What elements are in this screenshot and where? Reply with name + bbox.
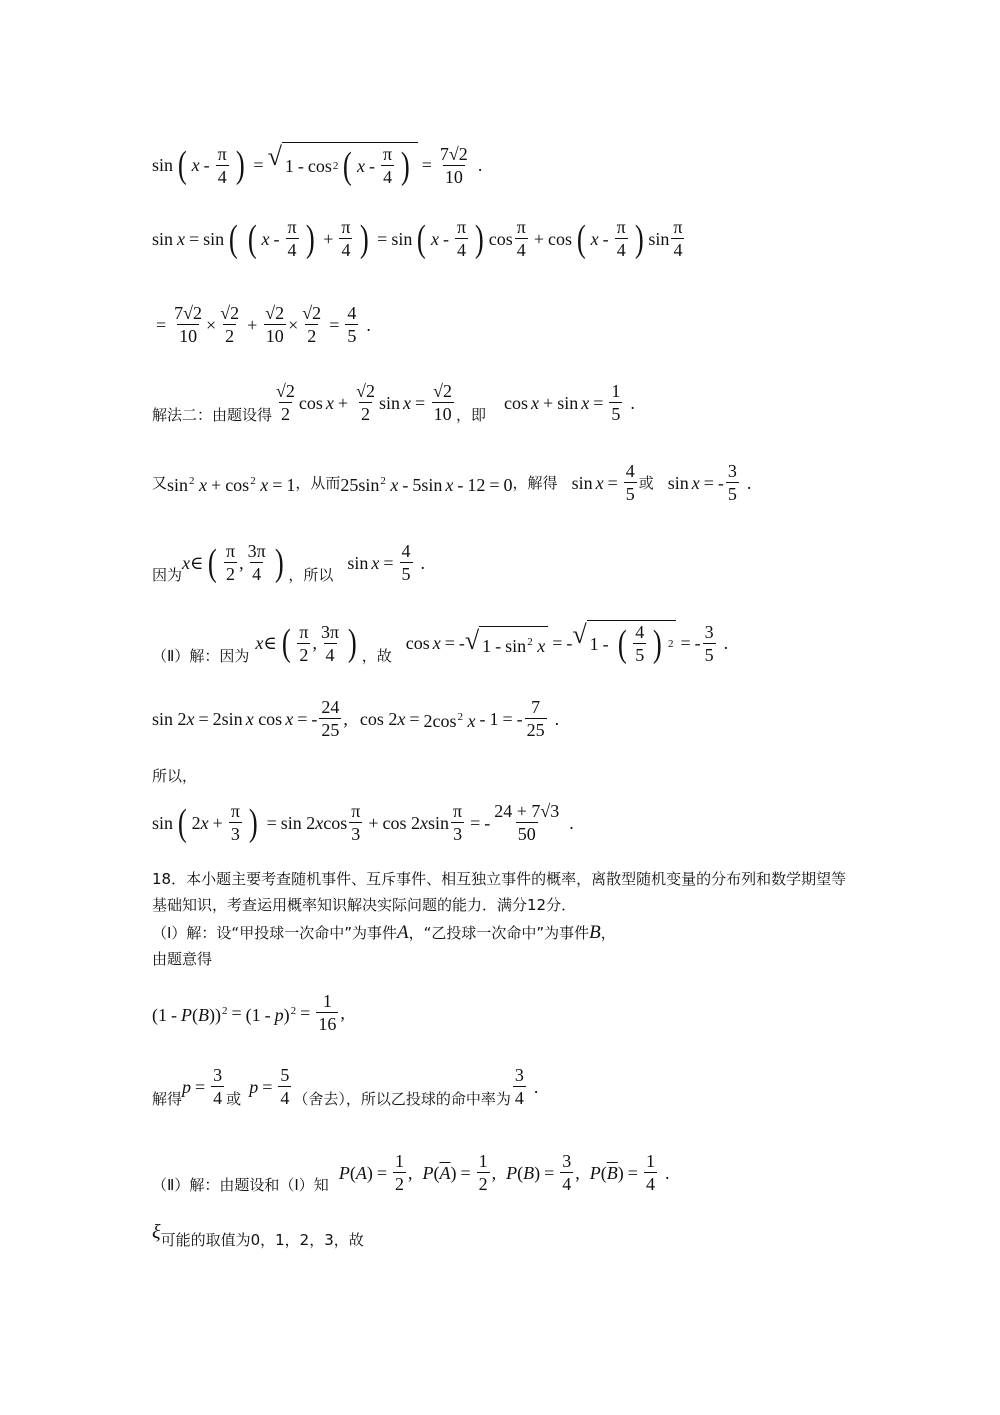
equation-prob-squared: (1 - P(B))$^2$ = (1 - p)$^2$ = $\frac{1}{16}$ , xyxy=(152,991,345,1034)
question-18-part1: （Ⅰ）解：设“甲投球一次命中”为事件A，“乙投球一次命中”为事件B， xyxy=(152,922,616,943)
because-line: 因为 x ∈ ( $\frac{\pi}{2}$ , $\frac{3\pi}{4}$ ) ，所以 sin x = $\frac{4}{5}$ . xyxy=(152,541,426,584)
equation-sin-value: = $\frac{7√2}{10}$ × $\frac{√2}{2}$ + $\frac{√2}{10}$ × $\frac{√2}{2}$ = $\frac{4}{5}$ . xyxy=(156,303,371,346)
question-18-given: 由题意得 xyxy=(152,950,213,968)
because-label: 因为 xyxy=(152,566,183,584)
q18-part1-b: ，“乙投球一次命中”为事件 xyxy=(408,924,590,942)
q18-part2-line: （Ⅱ）解：由题设和（Ⅰ）知 P ( A ) = $\frac{1}{2}$ , P ( $\overline{A}$ ) = $\frac{1}{2}$ , P ( B ) = $\frac{3}{4}$ , P ( $\overline{B}$ ) = $\frac{1}{4}$ . xyxy=(152,1151,670,1194)
question-18-intro: 18．本小题主要考查随机事件、互斥事件、相互独立事件的概率，离散型随机变量的分布列和数学期望等基础知识，考查运用概率知识解决实际问题的能力．满分12分． xyxy=(152,870,847,914)
you-mid: ，从而 xyxy=(295,473,341,492)
q18-solve-line: 解得 p = $\frac{3}{4}$ 或 p = $\frac{5}{4}$ （舍去），所以乙投球的命中率为 $\frac{3}{4}$ . xyxy=(152,1065,539,1108)
q18-part1-a: （Ⅰ）解：设“甲投球一次命中”为事件 xyxy=(152,924,397,942)
final-sin-line: sin ( 2 x + $\frac{\pi}{3}$ ) = sin 2 x cos $\frac{\pi}{3}$ + cos 2 x sin $\frac{\pi}{3}$ = - $\frac{24 + 7√3}{50}$ . xyxy=(152,801,574,844)
double-angle-line: sin 2x = 2sin x cos x = - $\frac{24}{25}$ , cos 2x = $2\cos^2$ x - 1 = - $\frac{7}{25}$ . xyxy=(152,697,560,740)
therefore-label: 所以， xyxy=(152,767,198,785)
method2-label: 解法二：由题设得 xyxy=(152,406,273,424)
or-1: 或 xyxy=(638,473,654,492)
xi-text: 可能的取值为0，1，2，3，故 xyxy=(160,1231,364,1249)
q18-part1-c: ， xyxy=(600,924,616,942)
part2-so: ，故 xyxy=(361,647,392,665)
q18-or: 或 xyxy=(226,1090,242,1108)
q18-part2-label: （Ⅱ）解：由题设和（Ⅰ）知 xyxy=(152,1176,329,1194)
so-label: ，所以 xyxy=(288,566,334,584)
you-prefix: 又 xyxy=(152,473,168,492)
part2-label: （Ⅱ）解：因为 xyxy=(152,647,250,665)
q18-discard: （舍去），所以乙投球的命中率为 xyxy=(293,1090,511,1108)
equation-sin-expand: sin x = sin ( ( x - $\frac{\pi}{4}$ ) + $\frac{\pi}{4}$ ) = sin ( x - $\frac{\pi}{4}$ ) cos $\frac{\pi}{4}$ + cos ( x - $\frac{\pi}{4}$ ) sin $\frac{\pi}{4}$ xyxy=(152,217,683,260)
identity-line: 又 $\sin^2 x + \cos^2 x = 1$ ，从而 $25\sin^2$ x - 5sin x - 12 = 0 ，解得 sin x = $\frac{4}{5}$ 或 sin x = - $\frac{3}{5}$ . xyxy=(152,461,752,504)
method-two-line: 解法二：由题设得 $\frac{√2}{2}$ cos x + $\frac{√2}{2}$ sin x = $\frac{√2}{10}$ ，即 cos x + sin x = $\frac{1}{5}$ . xyxy=(152,381,635,424)
method2-then: ，即 xyxy=(456,406,487,424)
you-solve: ，解得 xyxy=(512,473,558,492)
part-two-line: （Ⅱ）解：因为 x ∈ ( $\frac{\pi}{2}$ , $\frac{3\pi}{4}$ ) ，故 cos x = - √ $1 - \sin^2 x$ = - √ 1 - ( $\frac{4}{5}$ ) 2 = - $\frac{3}{5}$ . xyxy=(152,620,729,665)
q18-solve-label: 解得 xyxy=(152,1090,183,1108)
xi-line: ξ 可能的取值为0，1，2，3，故 xyxy=(152,1221,364,1249)
equation-sin-shift: sin ( x - $\frac{\pi}{4}$ ) = √ 1 - cos 2 ( x - $\frac{\pi}{4}$ ) = $\frac{7√2}{10}$ . xyxy=(152,142,483,187)
